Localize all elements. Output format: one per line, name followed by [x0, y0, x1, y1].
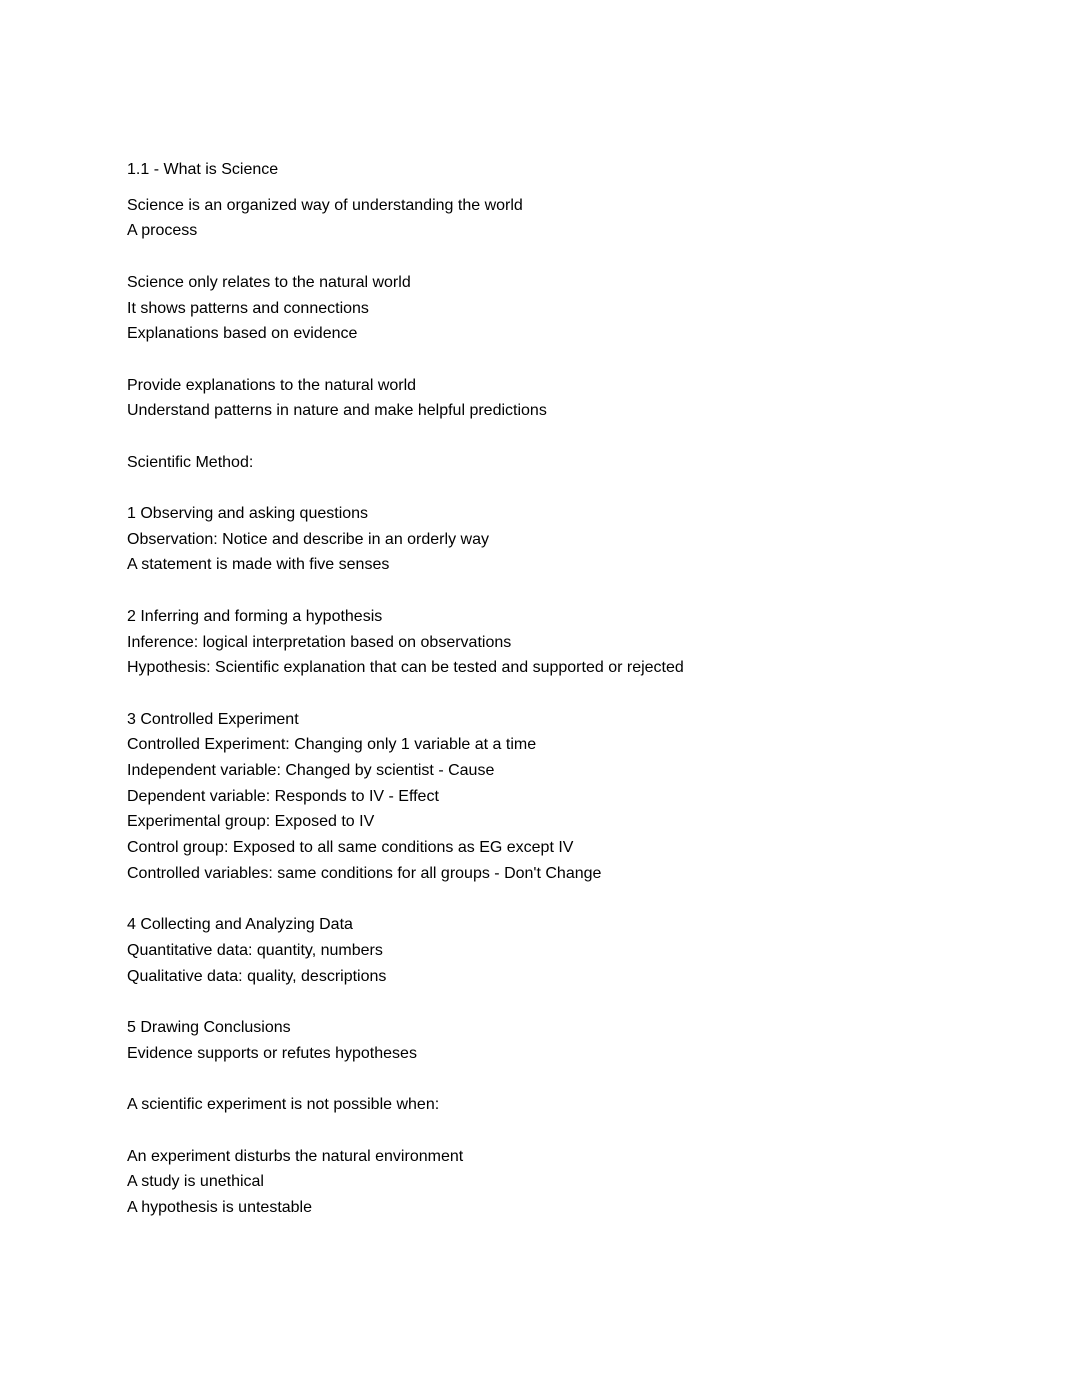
text-line: 5 Drawing Conclusions [127, 1019, 291, 1037]
text-line: Control group: Exposed to all same conditions as EG except IV [127, 839, 574, 857]
text-line: A hypothesis is untestable [127, 1198, 313, 1216]
section-heading: Scientific Method: [127, 453, 254, 471]
text-line: 2 Inferring and forming a hypothesis [127, 607, 383, 625]
text-line: Explanations based on evidence [127, 325, 358, 343]
paragraph-group [127, 1144, 1000, 1221]
text-line: Quantitative data: quantity, numbers [127, 941, 383, 959]
text-line: A process [127, 222, 198, 240]
text-line: Hypothesis: Scientific explanation that can be tested and supported or rejected [127, 659, 684, 677]
text-line: Science only relates to the natural world [127, 273, 411, 291]
text-line: A study is unethical [127, 1173, 264, 1191]
text-line: 4 Collecting and Analyzing Data [127, 916, 353, 934]
text-line: A statement is made with five senses [127, 556, 390, 574]
text-line: Provide explanations to the natural world [127, 376, 417, 394]
text-line: Evidence supports or refutes hypotheses [127, 1044, 417, 1062]
text-line: Experimental group: Exposed to IV [127, 813, 375, 831]
text-line: 3 Controlled Experiment [127, 710, 299, 728]
paragraph-group [127, 1092, 1000, 1118]
text-line: Inference: logical interpretation based on observations [127, 633, 512, 651]
text-line: Observation: Notice and describe in an orderly way [127, 530, 489, 548]
paragraph-group [127, 450, 1000, 476]
paragraph-group [127, 604, 1000, 681]
text-line: Dependent variable: Responds to IV - Effect [127, 787, 439, 805]
text-line: It shows patterns and connections [127, 299, 369, 317]
doc-title: 1.1 - What is Science [127, 161, 279, 178]
text-line: Controlled Experiment: Changing only 1 variable at a time [127, 736, 537, 754]
paragraph-group [127, 707, 1000, 887]
paragraph-group [127, 373, 1000, 424]
text-line: An experiment disturbs the natural environment [127, 1147, 464, 1165]
text-line: Independent variable: Changed by scientist - Cause [127, 762, 495, 780]
paragraph-group [127, 912, 1000, 989]
paragraph-group [127, 501, 1000, 578]
paragraph-group [127, 1015, 1000, 1066]
paragraph-group [127, 270, 1000, 347]
title-paragraph [127, 157, 1000, 183]
text-line: Understand patterns in nature and make helpful predictions [127, 402, 547, 420]
paragraph-group [127, 193, 1000, 244]
text-line: Qualitative data: quality, descriptions [127, 967, 387, 985]
text-line: 1 Observing and asking questions [127, 505, 369, 523]
text-line: A scientific experiment is not possible when: [127, 1096, 440, 1114]
text-line: Controlled variables: same conditions for all groups - Don't Change [127, 864, 602, 882]
text-line: Science is an organized way of understanding the world [127, 196, 523, 214]
